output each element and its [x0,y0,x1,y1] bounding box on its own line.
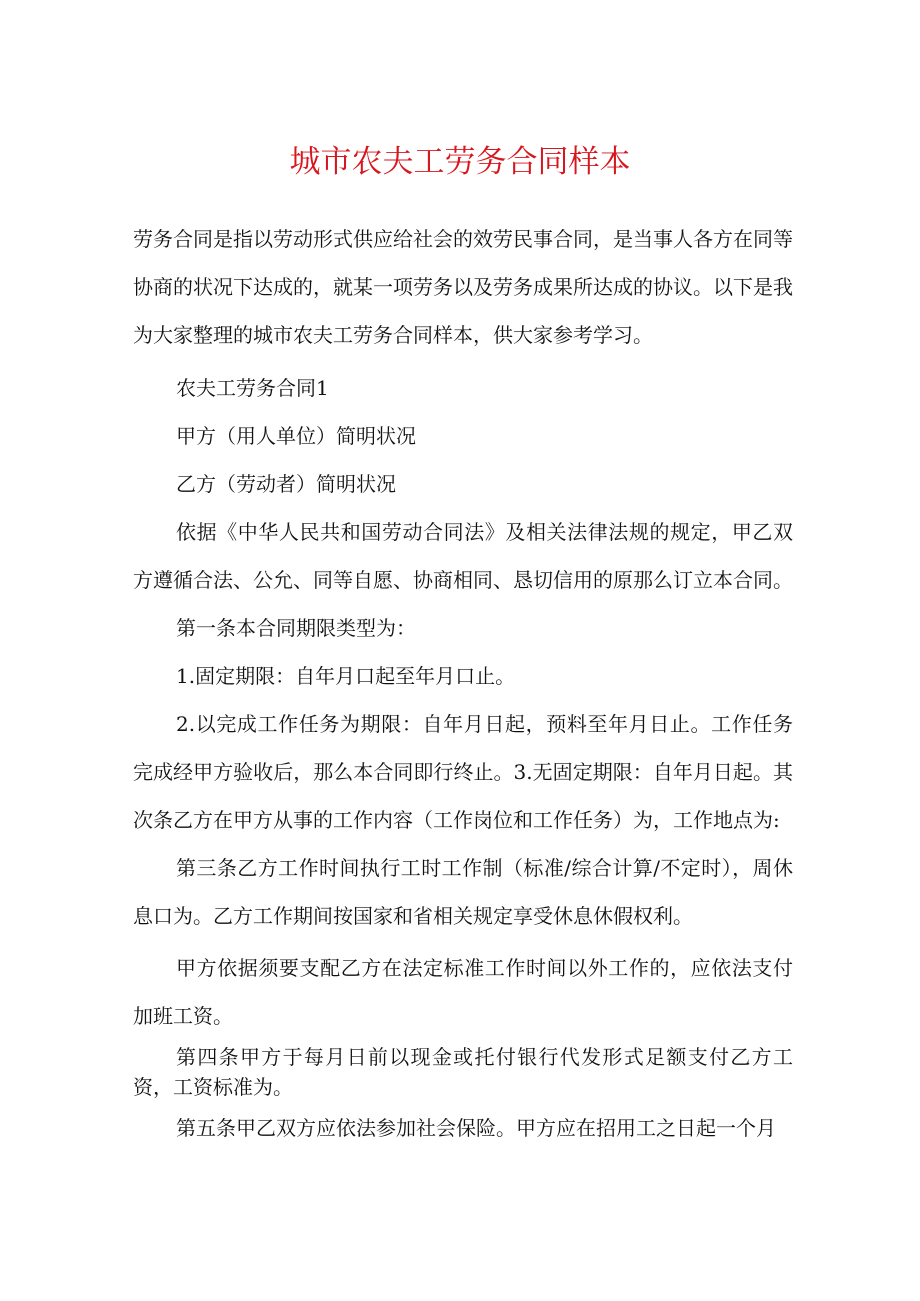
contract-heading: 农夫工劳务合同1 [176,376,329,400]
article-3-paragraph: 第三条乙方工作时间执行工时工作制（标准/综合计算/不定时），周休息口为。乙方工作期间按国家和省相关规定享受休息休假权利。 [133,856,793,928]
intro-paragraph: 劳务合同是指以劳动形式供应给社会的效劳民事合同，是当事人各方在同等协商的状况下达成的，就某一项劳务以及劳务成果所达成的协议。以下是我为大家整理的城市农夫工劳务合同样本，供大家参考学习。 [133,227,793,347]
overtime-paragraph: 甲方依据须要支配乙方在法定标准工作时间以外工作的，应依法支付加班工资。 [133,956,793,1028]
article-1-heading: 第一条本合同期限类型为： [176,616,416,640]
article-1-item-1: 1.固定期限：自年月口起至年月口止。 [176,664,516,688]
legal-basis-paragraph: 依据《中华人民共和国劳动合同法》及相关法律法规的规定，甲乙双方遵循合法、公允、同等自愿、协商相同、恳切信用的原那么订立本合同。 [133,520,793,592]
document-title: 城市农夫工劳务合同样本 [289,144,631,180]
article-4-paragraph: 第四条甲方于每月日前以现金或托付银行代发形式足额支付乙方工资，工资标准为。 [133,1045,793,1099]
party-b-line: 乙方（劳动者）简明状况 [176,472,396,496]
article-1-item-2: 2.以完成工作任务为期限：自年月日起，预料至年月日止。工作任务完成经甲方验收后，那么本合同即行终止。3.无固定期限：自年月日起。其次条乙方在甲方从事的工作内容（工作岗位和工作任务）为，工作地点为: [133,712,793,832]
article-5-paragraph: 第五条甲乙双方应依法参加社会保险。甲方应在招用工之日起一个月 [176,1116,776,1140]
party-a-line: 甲方（用人单位）简明状况 [176,424,416,448]
